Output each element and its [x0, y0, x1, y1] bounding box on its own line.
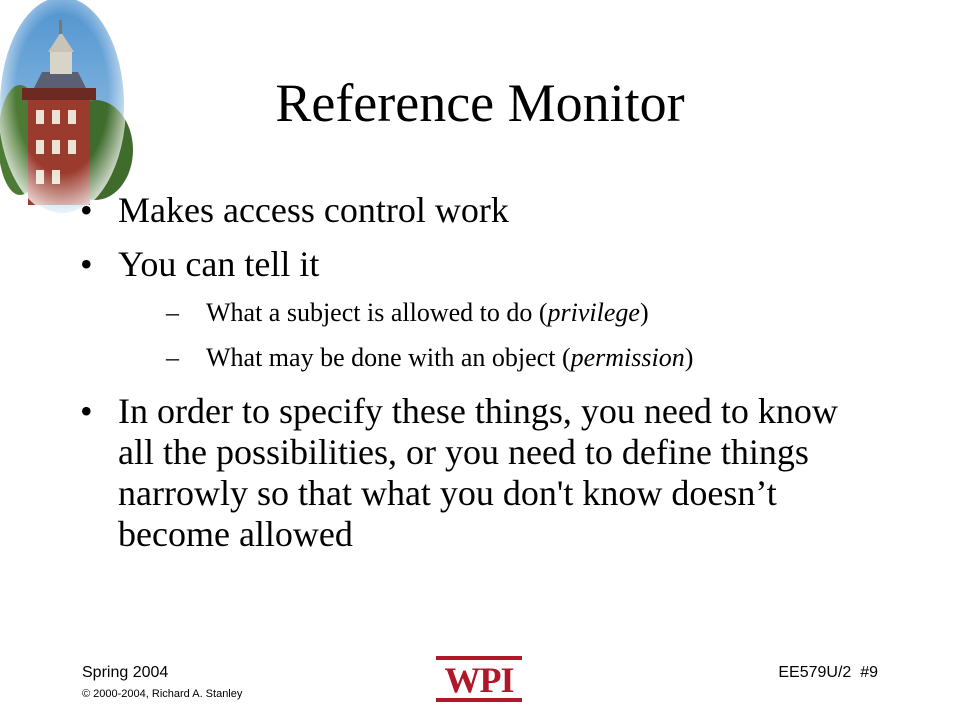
bullet-list	[80, 190, 880, 555]
dash-icon: –	[166, 343, 179, 372]
bullet-icon: •	[80, 391, 93, 431]
sub-bullet-text: What a subject is allowed to do (	[206, 298, 548, 327]
bullet-text: In order to specify these things, you need to know all the possibilities, or you need to define things narrowly so that what you don't know doesn’t become allowed	[118, 391, 838, 554]
bullet-text: You can tell it	[118, 244, 320, 284]
bullet-item	[80, 190, 880, 231]
bullet-item	[80, 244, 880, 374]
wpi-logo	[436, 654, 522, 704]
sub-bullet-text: What may be done with an object (	[206, 343, 571, 372]
term-permission: permission	[570, 343, 685, 372]
sub-bullet-item	[166, 296, 880, 329]
bullet-icon: •	[80, 244, 93, 284]
bullet-icon: •	[80, 190, 93, 230]
dash-icon: –	[166, 298, 179, 327]
sub-bullet-item	[166, 341, 880, 374]
footer-term: Spring 2004	[82, 664, 169, 681]
bullet-text: Makes access control work	[118, 190, 509, 230]
sub-bullet-list	[118, 296, 880, 374]
svg-text:WPI: WPI	[444, 660, 514, 700]
sub-bullet-close: )	[639, 298, 649, 327]
bullet-item	[80, 391, 880, 555]
footer-copyright: © 2000-2004, Richard A. Stanley	[82, 688, 243, 700]
slide-title: Reference Monitor	[275, 73, 685, 133]
footer-course-slide: EE579U/2 #9	[778, 664, 878, 681]
sub-bullet-close: )	[684, 343, 694, 372]
term-privilege: privilege	[547, 298, 640, 327]
